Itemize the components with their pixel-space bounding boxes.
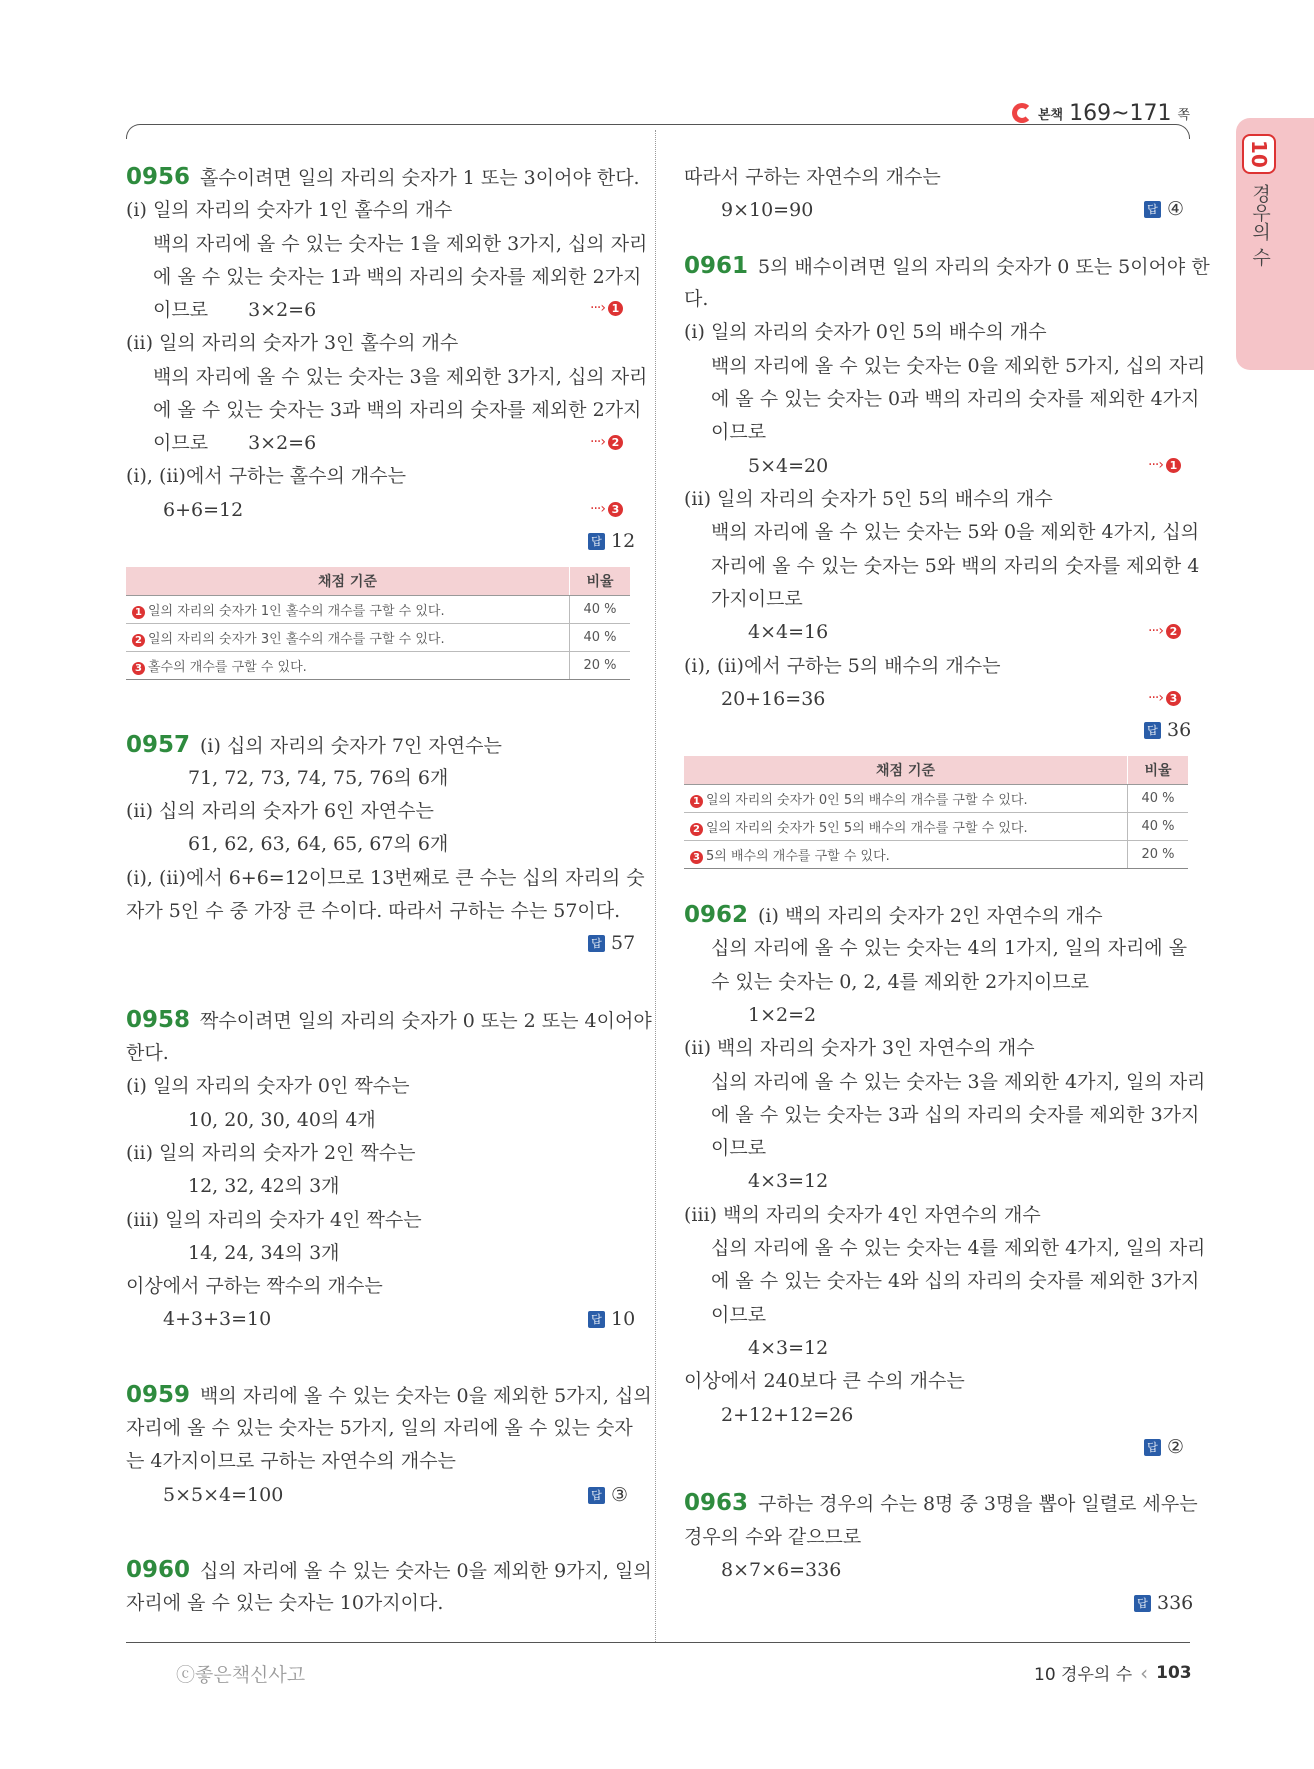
text-line: (ⅰ), (ⅱ)에서 구하는 5의 배수의 개수는: [684, 655, 1001, 677]
answer: [1144, 719, 1191, 741]
text: 홀수이려면 일의 자리의 숫자가 1 또는 3이어야 한다.: [200, 167, 640, 189]
criteria-text: 일의 자리의 숫자가 1인 홀수의 개수를 구할 수 있다.: [148, 604, 445, 619]
rate-header: 비율: [1128, 756, 1189, 785]
text-line: 한다.: [126, 1042, 169, 1064]
text-line: 71, 72, 73, 74, 75, 76의 6개: [188, 767, 449, 789]
refresh-arrow-icon: [1012, 103, 1032, 123]
problem-number: 0958: [126, 1007, 191, 1033]
answer-value: ②: [1167, 1436, 1185, 1458]
problem-0956-line: [126, 164, 640, 191]
answer: [1144, 198, 1184, 220]
chapter-title: 경우의 수: [1249, 184, 1271, 267]
criteria-number: 3: [132, 662, 145, 675]
answer-value: 336: [1157, 1592, 1194, 1614]
text-line: 이므로: [711, 1137, 767, 1159]
answer: [588, 932, 635, 954]
rate-cell: 20 %: [570, 652, 631, 680]
step-marker: ···› 1: [1148, 457, 1181, 473]
answer-icon: 답: [1134, 1595, 1151, 1612]
frame-top: [126, 124, 1190, 139]
copyright: ⓒ좋은책신사고: [176, 1664, 306, 1686]
page-number: 103: [1156, 1662, 1192, 1683]
text-line: 가지이므로: [711, 588, 803, 610]
rate-cell: 40 %: [570, 596, 631, 624]
text-line: 자리에 올 수 있는 숫자는 10가지이다.: [126, 1592, 444, 1614]
problem-number: 0962: [684, 902, 749, 928]
text-line: 자리에 올 수 있는 숫자는 5가지, 일의 자리에 올 수 있는 숫자: [126, 1417, 633, 1439]
text-line: 백의 자리에 올 수 있는 숫자는 5와 0을 제외한 4가지, 십의: [711, 521, 1200, 543]
rate-cell: 40 %: [1128, 813, 1189, 841]
criteria-cell: [126, 596, 570, 624]
text-line: 다.: [684, 288, 709, 310]
book-label: 본책: [1038, 107, 1064, 123]
problem-number: 0956: [126, 164, 191, 190]
rate-header: 비율: [570, 567, 631, 596]
page-suffix: 쪽: [1177, 107, 1191, 123]
text-line: (ⅱ) 일의 자리의 숫자가 5인 5의 배수의 개수: [684, 488, 1053, 510]
text-line: 따라서 구하는 자연수의 개수는: [684, 166, 941, 188]
criteria-text: 5의 배수의 개수를 구할 수 있다.: [706, 849, 890, 864]
answer-icon: 답: [588, 1311, 605, 1328]
answer-value: 10: [611, 1308, 636, 1330]
text-line: 십의 자리에 올 수 있는 숫자는 4를 제외한 4가지, 일의 자리: [711, 1237, 1206, 1259]
equation: 4+3+3=10: [163, 1308, 272, 1330]
text-line: 에 올 수 있는 숫자는 4와 십의 자리의 숫자를 제외한 3가지: [711, 1270, 1200, 1292]
text-line: (ⅱ) 십의 자리의 숫자가 6인 자연수는: [126, 800, 434, 822]
grading-table-0956: [126, 567, 630, 680]
chapter-side-tab: [1236, 118, 1314, 370]
text: 이므로: [153, 432, 209, 454]
footer-page-info: [1034, 1660, 1192, 1685]
answer-value: 57: [611, 932, 636, 954]
criteria-text: 일의 자리의 숫자가 5인 5의 배수의 개수를 구할 수 있다.: [706, 821, 1028, 836]
answer-icon: 답: [1144, 722, 1161, 739]
problem-0958-line: [126, 1007, 652, 1034]
criteria-cell: [684, 785, 1128, 813]
rate-cell: 20 %: [1128, 841, 1189, 869]
step-marker: ···› 3: [1148, 690, 1181, 706]
answer: [588, 1484, 628, 1506]
text-line: 경우의 수와 같으므로: [684, 1526, 862, 1548]
equation: 20+16=36: [721, 688, 826, 710]
criteria-number: 2: [690, 823, 703, 836]
text-line: 백의 자리에 올 수 있는 숫자는 3을 제외한 3가지, 십의 자리: [153, 366, 648, 388]
criteria-text: 홀수의 개수를 구할 수 있다.: [148, 660, 307, 675]
text-line: 백의 자리에 올 수 있는 숫자는 0을 제외한 5가지, 십의 자리: [711, 355, 1206, 377]
text-line: 십의 자리에 올 수 있는 숫자는 4의 1가지, 일의 자리에 올: [711, 937, 1188, 959]
answer: [588, 530, 635, 552]
equation: 4×3=12: [748, 1170, 829, 1192]
text: 십의 자리에 올 수 있는 숫자는 0을 제외한 9가지, 일의: [200, 1560, 652, 1582]
text-line: 에 올 수 있는 숫자는 3과 십의 자리의 숫자를 제외한 3가지: [711, 1104, 1200, 1126]
problem-0959-line: [126, 1382, 652, 1409]
text-line: 자리에 올 수 있는 숫자는 5와 백의 자리의 숫자를 제외한 4: [711, 555, 1200, 577]
equation: 1×2=2: [748, 1004, 817, 1026]
criteria-cell: [126, 624, 570, 652]
criteria-cell: [684, 813, 1128, 841]
equation: 3×2=6: [248, 299, 317, 321]
answer: [588, 1308, 635, 1330]
rate-cell: 40 %: [1128, 785, 1189, 813]
problem-number: 0963: [684, 1490, 749, 1516]
text-line: (ⅰ), (ⅱ)에서 6+6=12이므로 13번째로 큰 수는 십의 자리의 숫: [126, 867, 645, 889]
problem-0961-line: [684, 253, 1210, 280]
answer: [1134, 1592, 1193, 1614]
problem-0957-line: [126, 732, 502, 759]
text-line: 자가 5인 수 중 가장 큰 수이다. 따라서 구하는 수는 57이다.: [126, 900, 621, 922]
answer-icon: 답: [1144, 201, 1161, 218]
criteria-header: 채점 기준: [684, 756, 1128, 785]
equation: 6+6=12: [163, 499, 244, 521]
column-divider: [655, 130, 656, 1642]
chevron-left-icon: ‹: [1140, 1660, 1149, 1685]
step-marker: ···› 2: [590, 434, 623, 450]
text-line: (ⅰ), (ⅱ)에서 구하는 홀수의 개수는: [126, 465, 406, 487]
text-line: 에 올 수 있는 숫자는 0과 백의 자리의 숫자를 제외한 4가지: [711, 388, 1200, 410]
criteria-header: 채점 기준: [126, 567, 570, 596]
text-line: 이므로: [711, 421, 767, 443]
criteria-number: 3: [690, 851, 703, 864]
text-line: 12, 32, 42의 3개: [188, 1175, 340, 1197]
text: 이므로: [153, 299, 209, 321]
text: (ⅰ) 십의 자리의 숫자가 7인 자연수는: [200, 735, 502, 757]
problem-0960-line: [126, 1557, 652, 1584]
text-line: 이상에서 240보다 큰 수의 개수는: [684, 1370, 965, 1392]
text-line: 61, 62, 63, 64, 65, 67의 6개: [188, 833, 449, 855]
text: 백의 자리에 올 수 있는 숫자는 0을 제외한 5가지, 십의: [200, 1385, 652, 1407]
text: 구하는 경우의 수는 8명 중 3명을 뽑아 일렬로 세우는: [758, 1493, 1198, 1515]
text: (ⅰ) 백의 자리의 숫자가 2인 자연수의 개수: [758, 905, 1103, 927]
text: 짝수이려면 일의 자리의 숫자가 0 또는 2 또는 4이어야: [200, 1010, 652, 1032]
equation: 5×4=20: [748, 455, 829, 477]
answer-icon: 답: [588, 533, 605, 550]
answer-icon: 답: [588, 935, 605, 952]
problem-number: 0960: [126, 1557, 191, 1583]
text-line: (ⅱ) 일의 자리의 숫자가 3인 홀수의 개수: [126, 332, 459, 354]
answer: [1144, 1436, 1184, 1458]
criteria-cell: [126, 652, 570, 680]
text-line: (ⅰ) 일의 자리의 숫자가 0인 5의 배수의 개수: [684, 321, 1047, 343]
equation: 8×7×6=336: [721, 1559, 842, 1581]
text-line: 는 4가지이므로 구하는 자연수의 개수는: [126, 1450, 456, 1472]
step-marker: ···› 2: [1148, 623, 1181, 639]
text-line: [153, 297, 316, 323]
answer-value: ③: [611, 1484, 629, 1506]
step-marker: ···› 1: [590, 300, 623, 316]
frame-bottom: [126, 1642, 1190, 1643]
text-line: 백의 자리에 올 수 있는 숫자는 1을 제외한 3가지, 십의 자리: [153, 233, 648, 255]
text-line: 십의 자리에 올 수 있는 숫자는 3을 제외한 4가지, 일의 자리: [711, 1071, 1206, 1093]
page-range: 169~171: [1069, 100, 1172, 126]
criteria-number: 1: [690, 795, 703, 808]
text-line: 수 있는 숫자는 0, 2, 4를 제외한 2가지이므로: [711, 971, 1090, 993]
equation: 4×3=12: [748, 1337, 829, 1359]
equation: 9×10=90: [721, 199, 814, 221]
criteria-cell: [684, 841, 1128, 869]
answer-icon: 답: [588, 1487, 605, 1504]
step-marker: ···› 3: [590, 501, 623, 517]
text-line: (ⅰ) 일의 자리의 숫자가 0인 짝수는: [126, 1075, 410, 1097]
answer-value: 12: [611, 530, 636, 552]
text-line: 에 올 수 있는 숫자는 3과 백의 자리의 숫자를 제외한 2가지: [153, 399, 642, 421]
criteria-text: 일의 자리의 숫자가 0인 5의 배수의 개수를 구할 수 있다.: [706, 793, 1028, 808]
equation: 3×2=6: [248, 432, 317, 454]
problem-number: 0961: [684, 253, 749, 279]
text-line: (ⅱ) 일의 자리의 숫자가 2인 짝수는: [126, 1142, 416, 1164]
equation: 5×5×4=100: [163, 1484, 284, 1506]
criteria-number: 1: [132, 606, 145, 619]
problem-0962-line: [684, 902, 1103, 929]
text-line: (ⅲ) 일의 자리의 숫자가 4인 짝수는: [126, 1209, 422, 1231]
text-line: (ⅱ) 백의 자리의 숫자가 3인 자연수의 개수: [684, 1037, 1035, 1059]
chapter-number: 10: [1242, 134, 1276, 174]
problem-number: 0957: [126, 732, 191, 758]
text-line: (ⅲ) 백의 자리의 숫자가 4인 자연수의 개수: [684, 1204, 1041, 1226]
text: 5의 배수이려면 일의 자리의 숫자가 0 또는 5이어야 한: [758, 256, 1210, 278]
rate-cell: 40 %: [570, 624, 631, 652]
text-line: 14, 24, 34의 3개: [188, 1242, 340, 1264]
grading-table-0961: [684, 756, 1188, 869]
answer-icon: 답: [1144, 1439, 1161, 1456]
equation: 4×4=16: [748, 621, 829, 643]
criteria-text: 일의 자리의 숫자가 3인 홀수의 개수를 구할 수 있다.: [148, 632, 445, 647]
text-line: [153, 430, 316, 456]
text-line: 10, 20, 30, 40의 4개: [188, 1109, 376, 1131]
chapter-label: 10 경우의 수: [1034, 1665, 1133, 1685]
criteria-number: 2: [132, 634, 145, 647]
problem-number: 0959: [126, 1382, 191, 1408]
text-line: (ⅰ) 일의 자리의 숫자가 1인 홀수의 개수: [126, 199, 453, 221]
text-line: 에 올 수 있는 숫자는 1과 백의 자리의 숫자를 제외한 2가지: [153, 266, 642, 288]
problem-0963-line: [684, 1490, 1198, 1517]
answer-value: 36: [1167, 719, 1192, 741]
equation: 2+12+12=26: [721, 1404, 854, 1426]
answer-value: ④: [1167, 198, 1185, 220]
text-line: 이므로: [711, 1304, 767, 1326]
text-line: 이상에서 구하는 짝수의 개수는: [126, 1275, 383, 1297]
